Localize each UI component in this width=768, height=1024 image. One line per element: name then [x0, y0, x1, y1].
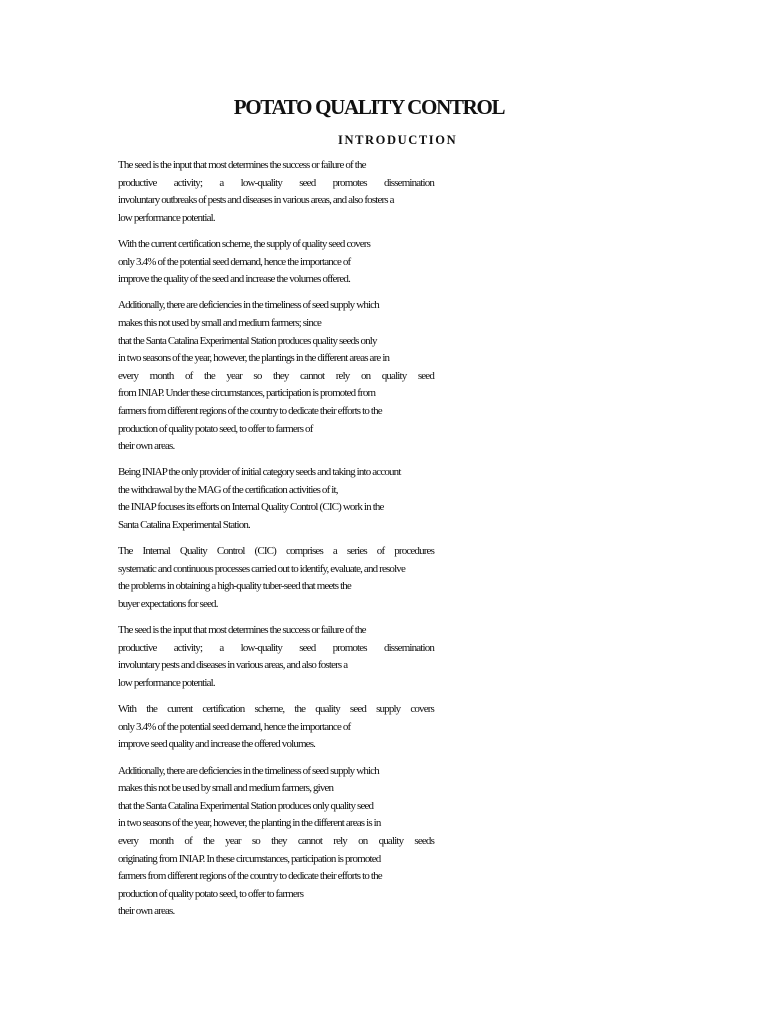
- section-heading-introduction: INTRODUCTION: [338, 133, 458, 147]
- text-line: improve seed quality and increase the offered volumes.: [118, 738, 316, 751]
- text-line: Additionally, there are deficiencies in the timeliness of seed supply which: [118, 764, 379, 777]
- text-line: makes this not used by small and medium farmers; since: [118, 316, 322, 329]
- text-line: production of quality potato seed, to offer to farmers of: [118, 422, 313, 435]
- paragraph: [118, 157, 434, 227]
- text-line: Additionally, there are deficiencies in the timeliness of seed supply which: [118, 299, 379, 312]
- text-line: from INIAP. Under these circumstances, participation is promoted from: [118, 387, 376, 400]
- text-line: The Internal Quality Control (CIC) comprises a series of procedures: [118, 545, 434, 558]
- text-line: production of quality potato seed, to offer to farmers: [118, 887, 304, 900]
- text-line: The seed is the input that most determines the success or failure of the: [118, 159, 366, 171]
- text-line: With the current certification scheme, the quality seed supply covers: [118, 703, 434, 716]
- text-line: in two seasons of the year, however, the planting in the different areas is in: [118, 817, 381, 830]
- text-line: that the Santa Catalina Experimental Station produces quality seeds only: [118, 334, 377, 347]
- document-body: [118, 157, 434, 930]
- text-line: the INIAP focuses its efforts on Internal Quality Control (CIC) work in the: [118, 501, 384, 514]
- paragraph: [118, 543, 434, 613]
- text-line: the withdrawal by the MAG of the certification activities of it,: [118, 483, 338, 496]
- text-line: With the current certification scheme, the supply of quality seed covers: [118, 237, 371, 250]
- text-line: in two seasons of the year, however, the plantings in the different areas are in: [118, 352, 390, 365]
- text-line: their own areas.: [118, 440, 175, 453]
- paragraph: [118, 464, 434, 534]
- text-line: only 3.4% of the potential seed demand, hence the importance of: [118, 720, 351, 733]
- text-line: low performance potential.: [118, 211, 215, 224]
- text-line: productive activity; a low-quality seed promotes dissemination: [118, 641, 434, 654]
- text-line: the problems in obtaining a high-quality tuber-seed that meets the: [118, 580, 351, 593]
- paragraph: [118, 701, 434, 754]
- text-line: improve the quality of the seed and increase the volumes offered.: [118, 273, 350, 286]
- text-line: farmers from different regions of the country to dedicate their efforts to the: [118, 870, 382, 883]
- paragraph: [118, 622, 434, 692]
- text-line: The seed is the input that most determines the success or failure of the: [118, 624, 366, 637]
- text-line: Being INIAP the only provider of initial category seeds and taking into account: [118, 466, 401, 479]
- text-line: farmers from different regions of the country to dedicate their efforts to the: [118, 404, 382, 417]
- text-line: Santa Catalina Experimental Station.: [118, 519, 250, 532]
- text-line: low performance potential.: [118, 677, 215, 689]
- text-line: every month of the year so they cannot rely on quality seeds: [118, 834, 434, 847]
- text-line: every month of the year so they cannot rely on quality seed: [118, 369, 434, 382]
- paragraph: [118, 297, 434, 455]
- text-line: involuntary outbreaks of pests and diseases in various areas, and also fosters a: [118, 194, 394, 207]
- text-line: productive activity; a low-quality seed promotes dissemination: [118, 176, 434, 189]
- document-title: POTATO QUALITY CONTROL: [233, 95, 505, 119]
- text-line: buyer expectations for seed.: [118, 598, 218, 611]
- paragraph: [118, 236, 434, 289]
- text-line: involuntary pests and diseases in various areas, and also fosters a: [118, 659, 348, 672]
- text-line: systematic and continuous processes carried out to identify, evaluate, and resolve: [118, 562, 405, 575]
- text-line: only 3.4% of the potential seed demand, hence the importance of: [118, 255, 351, 268]
- paragraph: [118, 763, 434, 921]
- text-line: makes this not be used by small and medium farmers, given: [118, 782, 334, 795]
- text-line: originating from INIAP. In these circumstances, participation is promoted: [118, 852, 381, 865]
- text-line: their own areas.: [118, 905, 175, 918]
- text-line: that the Santa Catalina Experimental Station produces only quality seed: [118, 799, 374, 812]
